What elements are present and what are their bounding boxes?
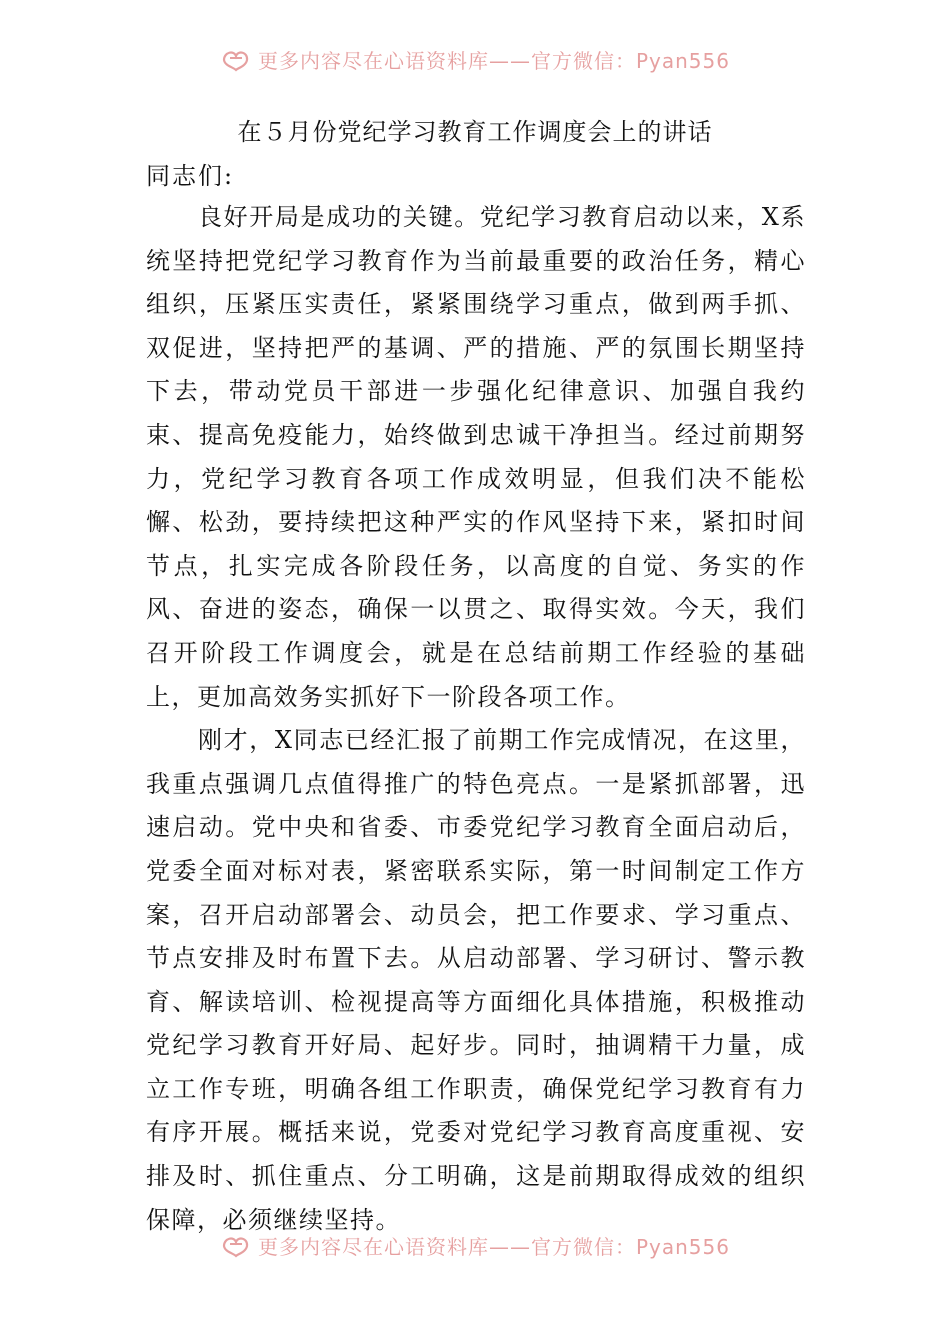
watermark-text: 更多内容尽在心语资料库——官方微信：Pyan556 bbox=[257, 48, 730, 73]
watermark-footer bbox=[0, 1228, 950, 1262]
paragraph-2: 刚才，X同志已经汇报了前期工作完成情况，在这里，我重点强调几点值得推广的特色亮点。一是紧抓部署，迅速启动。党中央和省委、市委党纪学习教育全面启动后，党委全面对标对表，紧密联系实际，第一时间制定工作方案，召开启动部署会、动员会，把工作要求、学习重点、节点安排及时布置下去。从启动部署、学习研讨、警示教育、解读培训、检视提高等方面细化具体措施，积极推动党纪学习教育开好局、起好步。同时，抽调精干力量，成立工作专班，明确各组工作职责，确保党纪学习教育有力有序开展。概括来说，党委对党纪学习教育高度重视、安排及时、抓住重点、分工明确，这是前期取得成效的组织保障，必须继续坚持。 bbox=[146, 726, 806, 1234]
watermark-header bbox=[0, 42, 950, 76]
watermark-logo-icon bbox=[220, 1232, 252, 1258]
document-body bbox=[146, 196, 806, 1242]
document-title: 在５月份党纪学习教育工作调度会上的讲话 bbox=[237, 118, 713, 146]
salutation: 同志们: bbox=[146, 162, 235, 190]
paragraph-1: 良好开局是成功的关键。党纪学习教育启动以来，X系统坚持把党纪学习教育作为当前最重要的政治任务，精心组织，压紧压实责任，紧紧围绕学习重点，做到两手抓、双促进，坚持把严的基调、严的措施、严的氛围长期坚持下去，带动党员干部进一步强化纪律意识、加强自我约束、提高免疫能力，始终做到忠诚干净担当。经过前期努力，党纪学习教育各项工作成效明显，但我们决不能松懈、松劲，要持续把这种严实的作风坚持下来，紧扣时间节点，扎实完成各阶段任务，以高度的自觉、务实的作风、奋进的姿态，确保一以贯之、取得实效。今天，我们召开阶段工作调度会，就是在总结前期工作经验的基础上，更加高效务实抓好下一阶段各项工作。 bbox=[146, 203, 806, 711]
watermark-text: 更多内容尽在心语资料库——官方微信：Pyan556 bbox=[257, 1234, 730, 1259]
watermark-logo-icon bbox=[220, 46, 252, 72]
